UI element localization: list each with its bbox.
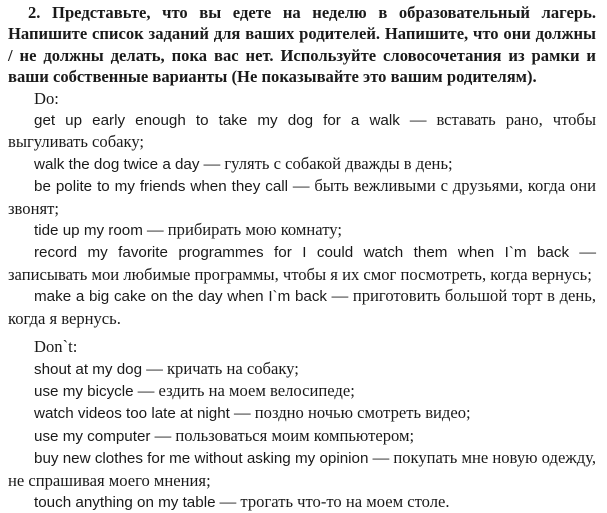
dont-item-russian: — трогать что-то на моем столе. — [216, 492, 450, 511]
do-item — [8, 285, 596, 329]
dont-item-english: shout at my dog — [34, 361, 142, 378]
dont-item-english: use my bicycle — [34, 383, 134, 400]
do-item — [8, 153, 596, 175]
do-item-english: make a big cake on the day when I`m back — [34, 288, 327, 305]
do-item-english: be polite to my friends when they call — [34, 178, 288, 195]
do-item-english: walk the dog twice a day — [34, 156, 199, 173]
do-item — [8, 219, 596, 241]
document-page — [8, 2, 596, 513]
dont-item — [8, 358, 596, 380]
do-item — [8, 241, 596, 285]
do-list — [8, 109, 596, 329]
dont-item-russian: — поздно ночью смотреть видео; — [230, 403, 471, 422]
dont-item — [8, 425, 596, 447]
dont-item-english: buy new clothes for me without asking my opinion — [34, 450, 368, 467]
do-item-russian: — прибирать мою комнату; — [143, 220, 342, 239]
do-item-russian: — вставать рано, чтобы выгуливать собаку; — [8, 110, 596, 151]
dont-list — [8, 358, 596, 513]
dont-item — [8, 447, 596, 491]
dont-item-english: touch anything on my table — [34, 494, 216, 511]
do-item-russian: — записывать мои любимые программы, чтобы я их смог посмотреть, когда вернусь; — [8, 242, 596, 283]
do-item-english: tide up my room — [34, 222, 143, 239]
dont-item — [8, 491, 596, 513]
dont-item-russian: — покупать мне новую одежду, не спрашивая моего мнения; — [8, 448, 596, 489]
dont-item-russian: — ездить на моем велосипеде; — [134, 381, 355, 400]
do-item-russian: — гулять с собакой дважды в день; — [199, 154, 452, 173]
do-item-russian: — приготовить большой торт в день, когда я вернусь. — [8, 286, 596, 327]
do-item-russian: — быть вежливыми с друзьями, когда они звонят; — [8, 176, 596, 217]
do-heading: Do: — [8, 88, 596, 109]
dont-item — [8, 380, 596, 402]
dont-item — [8, 402, 596, 424]
dont-item-english: use my computer — [34, 428, 150, 445]
dont-item-russian: — кричать на собаку; — [142, 359, 299, 378]
dont-heading: Don`t: — [8, 336, 596, 357]
task-instructions: 2. Представьте, что вы едете на неделю в образовательный лагерь. Напишите список заданий для ваших родителей. Напишите, что они должны / не должны делать, пока вас нет. Используйте словосочетания из рамки и ваши собственные варианты (Не показывайте это вашим родителям). — [8, 2, 596, 88]
do-item — [8, 109, 596, 153]
dont-item-english: watch videos too late at night — [34, 405, 230, 422]
dont-item-russian: — пользоваться моим компьютером; — [150, 426, 414, 445]
do-item — [8, 175, 596, 219]
section-spacer — [8, 329, 596, 336]
do-item-english: record my favorite programmes for I could watch them when I`m back — [34, 244, 569, 261]
do-item-english: get up early enough to take my dog for a walk — [34, 112, 400, 129]
